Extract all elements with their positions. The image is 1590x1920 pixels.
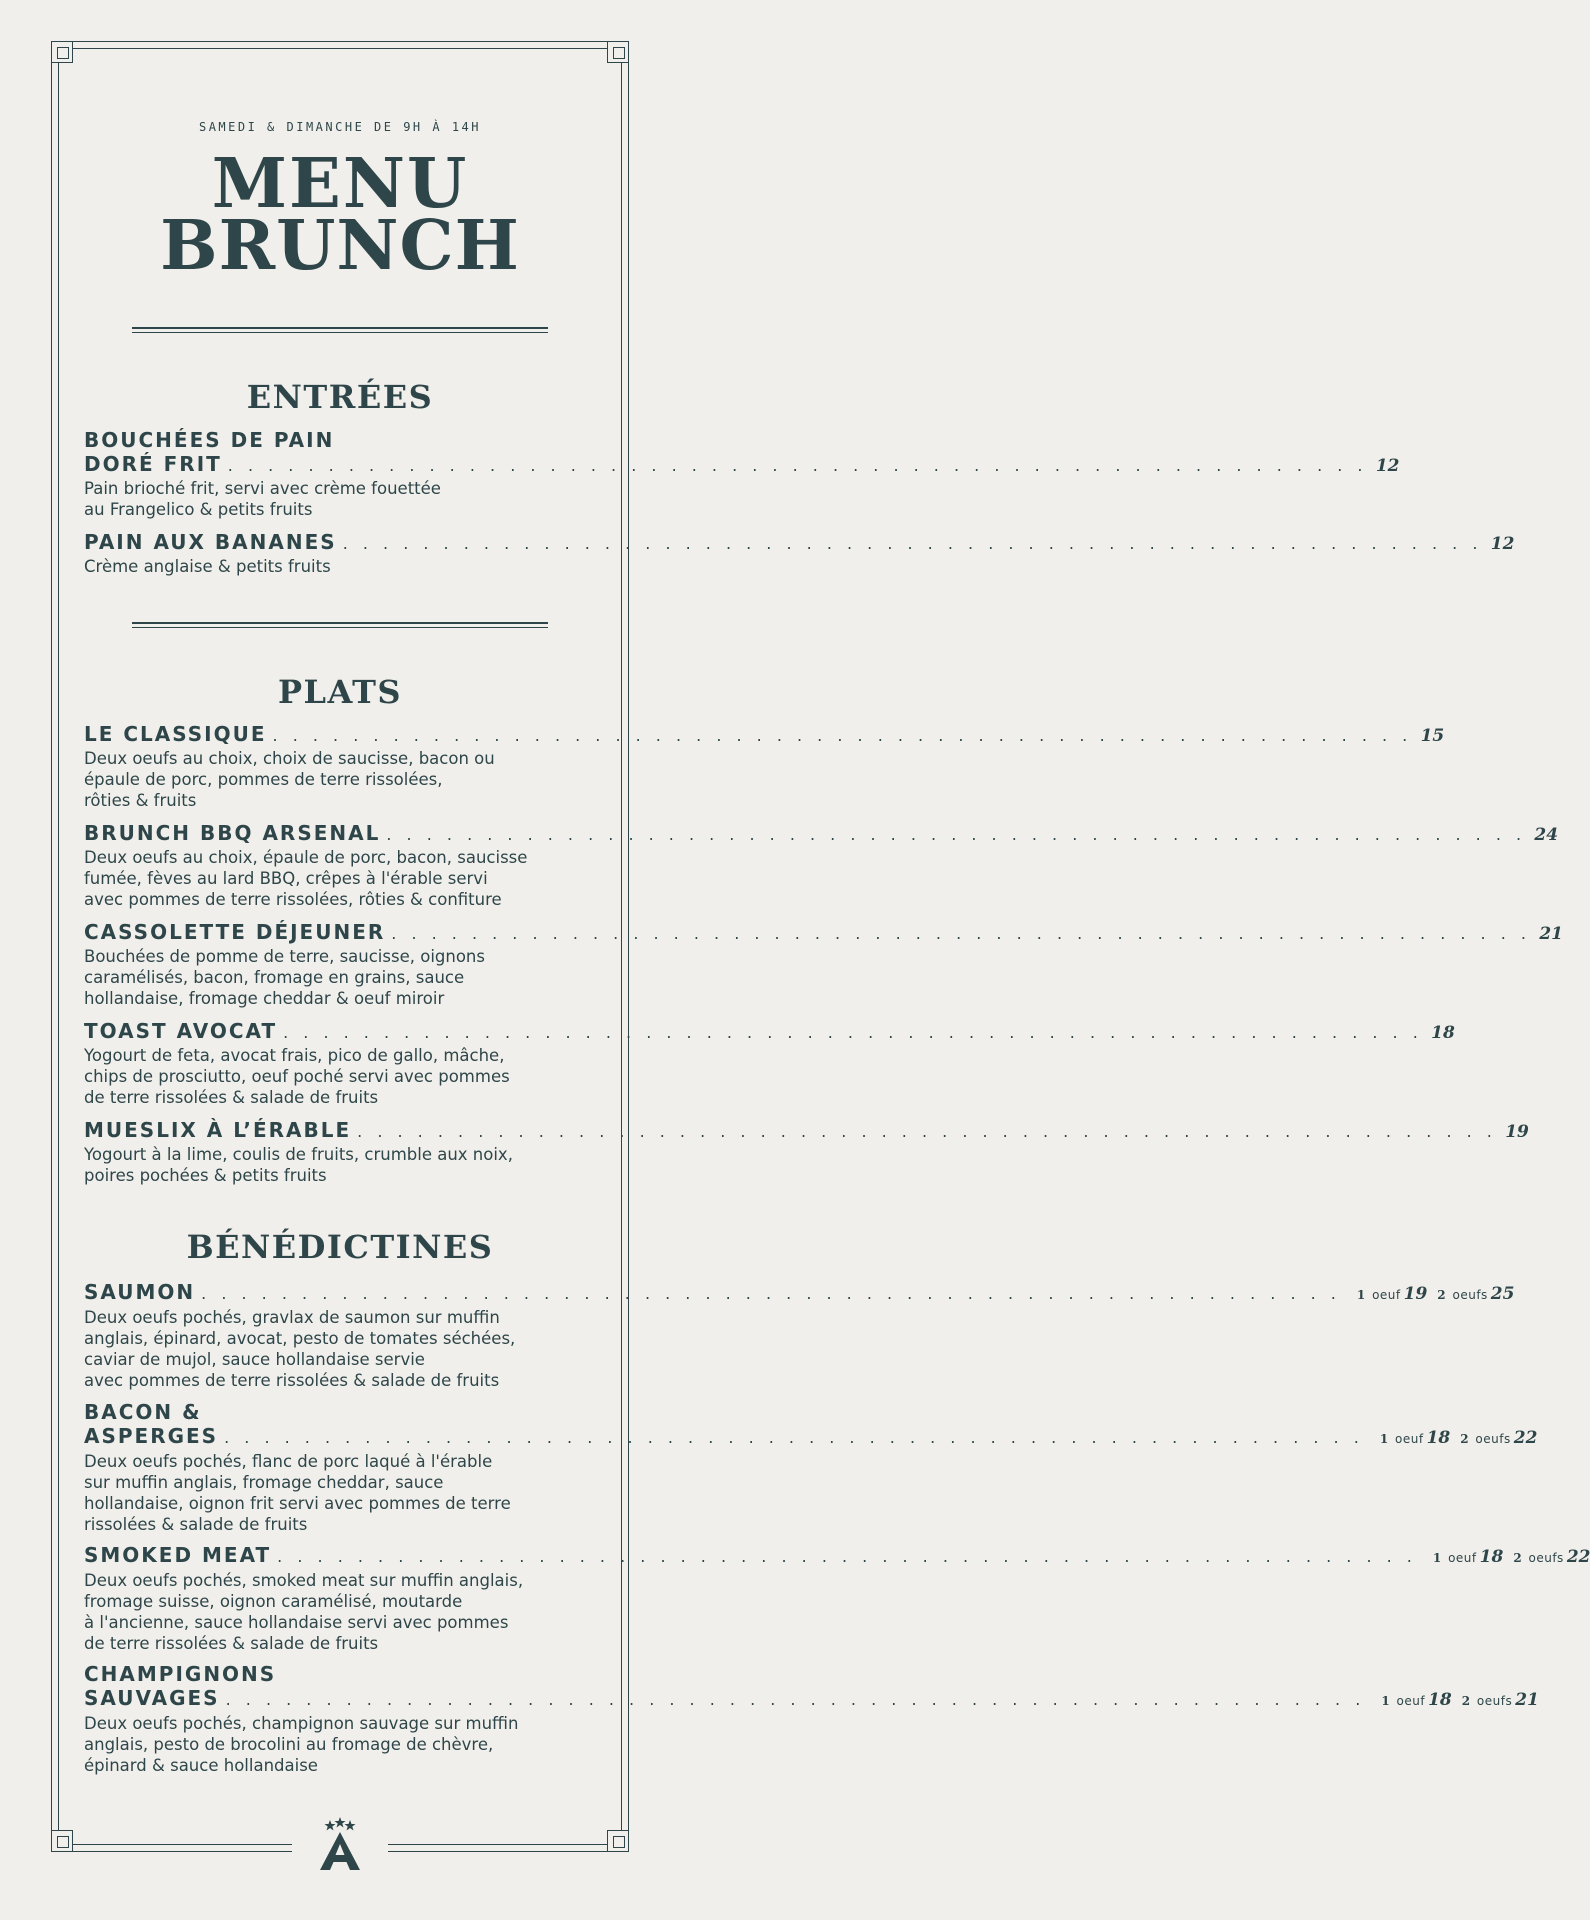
item-description: Deux oeufs pochés, smoked meat sur muffin anglais, fromage suisse, oignon caramélisé, moutarde à l'ancienne, sauce hollandaise servi avec pommes de terre rissolées & salade de fruits xyxy=(84,1571,524,1653)
one-egg-price: 18 xyxy=(1428,1690,1452,1710)
service-hours: SAMEDI & DIMANCHE DE 9H À 14H xyxy=(198,120,481,134)
item-name: CHAMPIGNONS xyxy=(84,1662,277,1686)
item-name: SAUVAGES xyxy=(84,1686,220,1710)
item-price: 18 xyxy=(1431,1023,1455,1043)
item-price: 19 xyxy=(1505,1122,1529,1142)
leader-dots: . . . . . . . . . . . . . . . . . . . . . . . . . . . . . . . . . . . . . . . . . . . . . . . . . . . . . . . . . xyxy=(386,825,1527,844)
item-name: CASSOLETTE DÉJEUNER xyxy=(84,920,386,944)
section-title-plats: PLATS xyxy=(277,673,403,711)
item-price: 15 xyxy=(1420,726,1445,746)
one-egg-label: 1 oeuf xyxy=(1356,1288,1401,1302)
menu-item xyxy=(84,722,1445,811)
divider xyxy=(132,622,548,628)
arsenal-logo-icon xyxy=(316,1816,364,1870)
item-description: Yogourt à la lime, coulis de fruits, crumble aux noix, poires pochées & petits fruits xyxy=(84,1145,513,1185)
menu-item xyxy=(84,1019,1455,1108)
leader-dots: . . . . . . . . . . . . . . . . . . . . . . . . . . . . . . . . . . . . . . . . . . . . . . . . . . . . . . . . . xyxy=(224,1428,1364,1447)
one-egg-label: 1 oeuf xyxy=(1381,1694,1426,1708)
leader-dots: . . . . . . . . . . . . . . . . . . . . . . . . . . . . . . . . . . . . . . . . . . . . . . . . . . . . . . . . . xyxy=(227,456,1368,475)
divider xyxy=(132,327,548,333)
two-egg-price: 21 xyxy=(1515,1690,1539,1710)
item-description: Pain brioché frit, servi avec crème fouettée au Frangelico & petits fruits xyxy=(84,479,441,519)
item-price: 12 xyxy=(1490,534,1515,554)
menu-item xyxy=(84,1662,1539,1776)
item-name: MUESLIX À L’ÉRABLE xyxy=(84,1118,352,1142)
section-title-entrees: ENTRÉES xyxy=(246,378,434,416)
leader-dots: . . . . . . . . . . . . . . . . . . . . . . . . . . . . . . . . . . . . . . . . . . . . . . . . . . . . . . . . . xyxy=(225,1690,1366,1709)
two-egg-price: 22 xyxy=(1513,1428,1538,1448)
section-title-benedictines: BÉNÉDICTINES xyxy=(186,1228,494,1266)
two-egg-label: 2 oeufs xyxy=(1461,1694,1513,1708)
item-description: Yogourt de feta, avocat frais, pico de gallo, mâche, chips de prosciutto, oeuf poché servi avec pommes de terre rissolées & salade de fruits xyxy=(84,1046,510,1107)
menu-item xyxy=(84,1118,1529,1186)
two-egg-label: 2 oeufs xyxy=(1460,1432,1511,1446)
two-egg-label: 2 oeufs xyxy=(1437,1288,1488,1302)
corner-ornament-top-left xyxy=(51,41,73,63)
leader-dots: . . . . . . . . . . . . . . . . . . . . . . . . . . . . . . . . . . . . . . . . . . . . . . . . . . . . . . . . . xyxy=(272,726,1413,745)
item-name: ASPERGES xyxy=(84,1424,219,1448)
item-description: Crème anglaise & petits fruits xyxy=(84,557,331,576)
item-price: 12 xyxy=(1375,456,1400,476)
item-name: LE CLASSIQUE xyxy=(84,722,267,746)
item-description: Deux oeufs au choix, choix de saucisse, bacon ou épaule de porc, pommes de terre rissolées, rôties & fruits xyxy=(84,749,495,810)
leader-dots: . . . . . . . . . . . . . . . . . . . . . . . . . . . . . . . . . . . . . . . . . . . . . . . . . . . . . . . . . xyxy=(283,1023,1423,1042)
menu-item xyxy=(84,1400,1538,1535)
item-description: Deux oeufs pochés, gravlax de saumon sur muffin anglais, épinard, avocat, pesto de tomates séchées, caviar de mujol, sauce hollandaise servie avec pommes de terre rissolées & salade de fruits xyxy=(84,1308,516,1390)
item-price: 24 xyxy=(1534,825,1559,845)
leader-dots: . . . . . . . . . . . . . . . . . . . . . . . . . . . . . . . . . . . . . . . . . . . . . . . . . . . . . . . . . xyxy=(391,924,1531,943)
item-name: TOAST AVOCAT xyxy=(84,1019,278,1043)
corner-ornament-bottom-left xyxy=(51,1830,73,1852)
two-egg-price: 25 xyxy=(1490,1284,1515,1304)
one-egg-price: 18 xyxy=(1426,1428,1451,1448)
corner-ornament-bottom-right xyxy=(607,1830,629,1852)
item-description: Deux oeufs pochés, flanc de porc laqué à l'érable sur muffin anglais, fromage cheddar, sauce hollandaise, oignon frit servi avec pommes de terre rissolées & salade de fruits xyxy=(84,1452,511,1534)
menu-title: MENU xyxy=(211,144,469,224)
item-name: SAUMON xyxy=(84,1280,196,1304)
one-egg-label: 1 oeuf xyxy=(1379,1432,1424,1446)
item-price: 21 xyxy=(1539,924,1563,944)
one-egg-price: 19 xyxy=(1403,1284,1428,1304)
item-description: Deux oeufs au choix, épaule de porc, bacon, saucisse fumée, fèves au lard BBQ, crêpes à l'érable servi avec pommes de terre rissolées, rôties & confiture xyxy=(84,848,528,909)
item-name: BOUCHÉES DE PAIN xyxy=(84,428,335,452)
item-name: DORÉ FRIT xyxy=(84,452,222,476)
item-name: SMOKED MEAT xyxy=(84,1543,272,1567)
leader-dots: . . . . . . . . . . . . . . . . . . . . . . . . . . . . . . . . . . . . . . . . . . . . . . . . . . . . . . . . . xyxy=(277,1547,1417,1566)
one-egg-price: 18 xyxy=(1479,1547,1504,1567)
two-egg-label: 2 oeufs xyxy=(1513,1551,1564,1565)
leader-dots: . . . . . . . . . . . . . . . . . . . . . . . . . . . . . . . . . . . . . . . . . . . . . . . . . . . . . . . . . xyxy=(357,1122,1497,1141)
leader-dots: . . . . . . . . . . . . . . . . . . . . . . . . . . . . . . . . . . . . . . . . . . . . . . . . . . . . . . . . . xyxy=(201,1284,1341,1303)
leader-dots: . . . . . . . . . . . . . . . . . . . . . . . . . . . . . . . . . . . . . . . . . . . . . . . . . . . . . . . . . xyxy=(342,534,1483,553)
menu-item xyxy=(84,530,1515,577)
one-egg-label: 1 oeuf xyxy=(1432,1551,1477,1565)
menu-item xyxy=(84,821,1559,910)
item-name: BACON & xyxy=(84,1400,202,1424)
item-description: Bouchées de pomme de terre, saucisse, oignons caramélisés, bacon, fromage en grains, sauce hollandaise, fromage cheddar & oeuf miroir xyxy=(84,947,485,1008)
brunch-title: BRUNCH xyxy=(160,206,520,286)
item-description: Deux oeufs pochés, champignon sauvage sur muffin anglais, pesto de brocolini au fromage de chèvre, épinard & sauce hollandaise xyxy=(84,1714,519,1775)
menu-item xyxy=(84,428,1400,520)
two-egg-price: 22 xyxy=(1566,1547,1590,1567)
item-name: BRUNCH BBQ ARSENAL xyxy=(84,821,381,845)
item-name: PAIN AUX BANANES xyxy=(84,530,337,554)
menu-item xyxy=(84,1280,1515,1391)
corner-ornament-top-right xyxy=(607,41,629,63)
menu-item xyxy=(84,920,1563,1009)
menu-item xyxy=(84,1543,1590,1654)
